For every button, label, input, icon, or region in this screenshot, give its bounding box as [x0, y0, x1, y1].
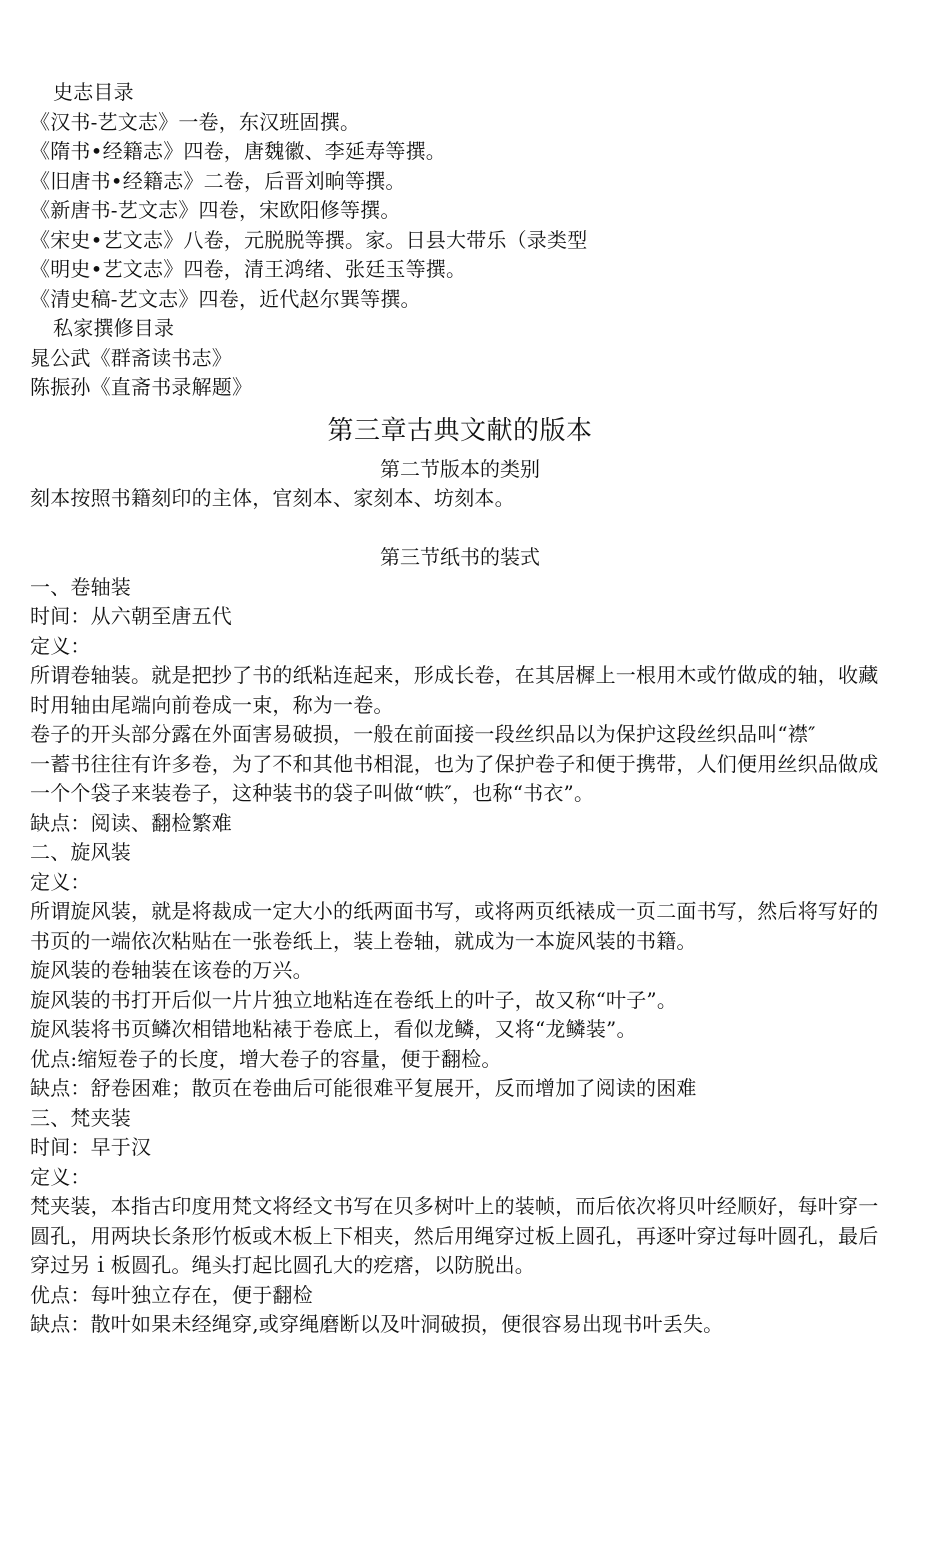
shizhi-item: 《宋史•艺文志》八卷，元脱脱等撰。家。日县大带乐（录类型	[30, 227, 588, 252]
document-page	[30, 78, 890, 1340]
fanjia-heading: 三、梵夹装	[30, 1105, 131, 1130]
xuanfeng-heading: 二、旋风装	[30, 840, 131, 864]
juanzhou-definition-label: 定义：	[30, 633, 91, 658]
juanzhou-paragraph-1: 所谓卷轴装。就是把抄了书的纸粘连起来，形成长卷，在其居樨上一根用木或竹做成的轴，收藏时用轴由尾端向前卷成一束，称为一卷。	[30, 663, 879, 717]
juanzhou-cons: 缺点：阅读、翻检繁难	[30, 810, 232, 835]
juanzhou-heading: 一、卷轴装	[30, 574, 131, 599]
fanjia-pros: 优点：每叶独立存在，便于翻检	[30, 1282, 313, 1307]
xuanfeng-paragraph-1: 所谓旋风装，就是将裁成一定大小的纸两面书写，或将两页纸裱成一页二面书写，然后将写好的书页的一端依次粘贴在一张卷纸上，装上卷轴，就成为一本旋风装的书籍。	[30, 899, 879, 953]
shizhi-item: 《旧唐书•经籍志》二卷，后晋刘晌等撰。	[30, 168, 406, 193]
chapter-title: 第三章古典文献的版本	[327, 415, 593, 446]
juanzhou-paragraph-3: 一蓄书往往有许多卷，为了不和其他书相混，也为了保护卷子和便于携带，人们便用丝织品做成一个个袋子来装卷子，这种装书的袋子叫做“帙″，也称“书衣”。	[30, 751, 879, 805]
xuanfeng-definition-label: 定义：	[30, 869, 91, 894]
spacer	[30, 514, 890, 544]
sijia-item: 陈振孙《直斋书录解题》	[30, 375, 253, 399]
section-2-title: 第二节版本的类别	[380, 456, 540, 481]
xuanfeng-paragraph-2: 旋风装的卷轴装在该卷的万兴。	[30, 958, 313, 982]
juanzhou-paragraph-2: 卷子的开头部分露在外面害易破损，一般在前面接一段丝织品以为保护这段丝织品叫“襟″	[30, 722, 816, 746]
xuanfeng-cons: 缺点：舒卷困难；散页在卷曲后可能很难平复展开，反而增加了阅读的困难	[30, 1076, 697, 1100]
fanjia-definition-label: 定义：	[30, 1164, 91, 1189]
fanjia-time: 时间：早于汉	[30, 1135, 152, 1159]
section-2-text: 刻本按照书籍刻印的主体，官刻本、家刻本、坊刻本。	[30, 486, 515, 510]
xuanfeng-paragraph-4: 旋风装将书页鳞次相错地粘裱于卷底上，看似龙鳞，又将“龙鳞装”。	[30, 1017, 637, 1041]
heading-shizhi-catalog: 史志目录	[53, 80, 134, 104]
shizhi-item: 《新唐书-艺文志》四卷，宋欧阳修等撰。	[30, 198, 401, 222]
sijia-item: 晁公武《群斋读书志》	[30, 345, 232, 370]
juanzhou-time: 时间：从六朝至唐五代	[30, 604, 232, 628]
shizhi-item: 《明史•艺文志》四卷，清王鸿绪、张廷玉等撰。	[30, 257, 467, 281]
xuanfeng-pros: 优点:缩短卷子的长度，增大卷子的容量，便于翻检。	[30, 1046, 502, 1071]
shizhi-item: 《汉书-艺文志》一卷，东汉班固撰。	[30, 109, 361, 134]
section-3-title: 第三节纸书的装式	[380, 545, 540, 569]
heading-sijia-catalog: 私家撰修目录	[53, 316, 175, 340]
fanjia-cons: 缺点：散叶如果未经绳穿,或穿绳磨断以及叶洞破损，便很容易出现书叶丢失。	[30, 1312, 724, 1336]
shizhi-item: 《隋书•经籍志》四卷，唐魏徽、李延寿等撰。	[30, 139, 446, 163]
xuanfeng-paragraph-3: 旋风装的书打开后似一片片独立地粘连在卷纸上的叶子，故又称“叶子”。	[30, 987, 678, 1012]
shizhi-item: 《清史稿-艺文志》四卷，近代赵尔巽等撰。	[30, 286, 421, 311]
fanjia-paragraph-1: 梵夹装，本指古印度用梵文将经文书写在贝多树叶上的装帧，而后依次将贝叶经顺好，每叶穿一圆孔，用两块长条形竹板或木板上下相夹，然后用绳穿过板上圆孔，再逐叶穿过每叶圆孔，最后穿过另ｉ板圆孔。绳头打起比圆孔大的疙瘩，以防脱出。	[30, 1194, 879, 1277]
